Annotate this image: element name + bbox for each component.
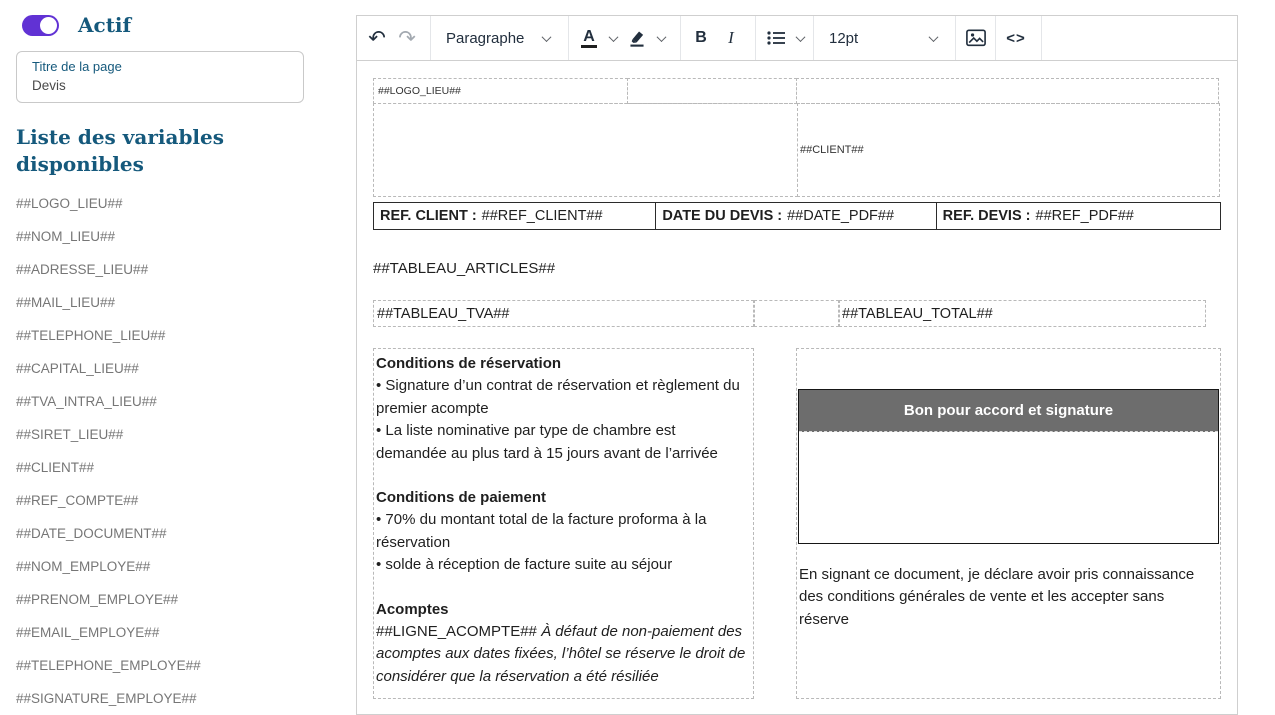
payment-item: • 70% du montant total de la facture proforma à la réservation [376, 511, 707, 551]
image-icon [966, 29, 986, 47]
date-devis-cell [656, 203, 936, 229]
ref-client-value: ##REF_CLIENT## [481, 208, 603, 224]
acomptes-title: Acomptes [376, 600, 449, 618]
chevron-down-icon [795, 32, 805, 42]
header-row-main [373, 103, 1221, 197]
variable-item: ##LOGO_LIEU## [16, 196, 123, 211]
variables-heading: Liste des variables disponibles [16, 125, 225, 176]
reservation-title: Conditions de réservation [376, 355, 562, 372]
variable-item: ##CAPITAL_LIEU## [16, 361, 139, 376]
tva-placeholder: ##TABLEAU_TVA## [377, 305, 510, 322]
text-color-icon: A [581, 28, 597, 48]
page-title-label: Titre de la page [32, 59, 122, 74]
ref-client-label: REF. CLIENT : [380, 208, 477, 224]
editor-content[interactable] [373, 78, 1221, 699]
header-empty-cell [796, 78, 1219, 104]
text-color-menu-button[interactable] [605, 23, 621, 53]
client-placeholder: ##CLIENT## [800, 144, 864, 156]
reservation-item: • La liste nominative par type de chambre est demandée au plus tard à 15 jours avant de l’arrivée [376, 422, 718, 462]
variable-item: ##TELEPHONE_LIEU## [16, 328, 166, 343]
variable-item: ##TELEPHONE_EMPLOYE## [16, 658, 201, 673]
paragraph-dropdown-value: Paragraphe [446, 29, 525, 47]
chevron-down-icon [656, 32, 666, 42]
variable-item: ##CLIENT## [16, 460, 95, 475]
chevron-down-icon [542, 32, 552, 42]
list-menu-button[interactable] [792, 23, 808, 53]
signature-note: En signant ce document, je déclare avoir pris connaissance des conditions générales de vente et les accepter sans réserve [799, 566, 1195, 628]
blank-line [376, 465, 747, 487]
acomptes-variable: ##LIGNE_ACOMPTE## [376, 623, 542, 641]
variable-item: ##EMAIL_EMPLOYE## [16, 625, 160, 640]
toggle-knob [40, 17, 57, 34]
redo-icon: ↷ [398, 26, 416, 50]
signature-box-header: Bon pour accord et signature [799, 390, 1218, 432]
insert-image-button[interactable] [962, 23, 990, 53]
paragraph-dropdown[interactable] [437, 23, 559, 53]
totals-row [373, 300, 1221, 327]
color-group [569, 16, 681, 60]
date-devis-label: DATE DU DEVIS : [662, 208, 783, 224]
variable-item: ##NOM_EMPLOYE## [16, 559, 151, 574]
sidebar [16, 12, 308, 715]
variable-item: ##DATE_DOCUMENT## [16, 526, 167, 541]
variable-item: ##SIRET_LIEU## [16, 427, 124, 442]
variable-item: ##MAIL_LIEU## [16, 295, 116, 310]
address-cell [373, 103, 798, 197]
tva-cell [373, 300, 754, 327]
fontsize-group [814, 16, 956, 60]
variables-list [16, 187, 308, 715]
total-cell [839, 300, 1206, 327]
client-cell [797, 103, 1220, 197]
signature-cell [796, 348, 1221, 699]
chevron-down-icon [608, 32, 618, 42]
highlighter-icon [628, 29, 646, 47]
highlight-color-button[interactable] [623, 23, 651, 53]
italic-button[interactable] [717, 23, 745, 53]
variable-item: ##NOM_LIEU## [16, 229, 116, 244]
variable-item: ##REF_COMPTE## [16, 493, 139, 508]
signature-box [798, 389, 1219, 544]
source-code-button[interactable] [1002, 23, 1030, 53]
toolbar-spacer [1042, 16, 1237, 60]
articles-placeholder: ##TABLEAU_ARTICLES## [373, 260, 556, 277]
fontsize-dropdown[interactable] [820, 23, 946, 53]
list-group [756, 16, 814, 60]
code-group [996, 16, 1042, 60]
fontsize-dropdown-value: 12pt [829, 29, 859, 47]
ref-client-cell [374, 203, 656, 229]
image-group [956, 16, 996, 60]
bottom-section [373, 348, 1221, 699]
bullet-list-button[interactable] [762, 23, 790, 53]
acomptes-note: À défaut de non-paiement des acomptes aux dates fixées, l’hôtel se réserve le droit de considérer que la réservation a été résiliée [376, 623, 746, 685]
highlight-color-menu-button[interactable] [653, 23, 669, 53]
header-row-top [373, 78, 1221, 104]
page-title-field[interactable] [16, 51, 304, 103]
undo-icon: ↶ [368, 26, 386, 50]
chevron-down-icon [929, 32, 939, 42]
editor-toolbar [357, 16, 1237, 61]
variable-item: ##PRENOM_EMPLOYE## [16, 592, 179, 607]
column-gap [754, 348, 796, 699]
text-color-button[interactable] [575, 23, 603, 53]
header-empty-cell [627, 78, 797, 104]
block-format-group [431, 16, 569, 60]
reference-row [373, 202, 1221, 230]
active-toggle[interactable] [22, 15, 59, 36]
undo-button[interactable] [363, 23, 391, 53]
code-icon: <> [1006, 29, 1026, 47]
bullet-list-icon [767, 30, 786, 46]
variable-item: ##ADRESSE_LIEU## [16, 262, 149, 277]
date-devis-value: ##DATE_PDF## [787, 208, 895, 224]
ref-devis-cell [937, 203, 1220, 229]
redo-button[interactable] [393, 23, 421, 53]
active-label: Actif [78, 13, 132, 37]
blank-line [376, 577, 747, 599]
page-title-value[interactable]: Devis [32, 78, 66, 93]
ref-devis-label: REF. DEVIS : [942, 208, 1031, 224]
logo-cell [373, 78, 628, 104]
bold-icon: B [695, 29, 707, 46]
bold-button[interactable] [687, 23, 715, 53]
history-group [357, 16, 431, 60]
conditions-cell [373, 348, 754, 699]
payment-item: • solde à réception de facture suite au séjour [376, 556, 673, 574]
active-toggle-row [22, 12, 308, 38]
style-group [681, 16, 756, 60]
italic-icon: I [728, 28, 734, 47]
ref-devis-value: ##REF_PDF## [1035, 208, 1134, 224]
signature-box-area [799, 432, 1218, 543]
acomptes-paragraph [376, 621, 747, 688]
reservation-item: • Signature d’un contrat de réservation et règlement du premier acompte [376, 377, 740, 417]
editor-panel [356, 15, 1238, 715]
variable-item: ##TVA_INTRA_LIEU## [16, 394, 157, 409]
total-placeholder: ##TABLEAU_TOTAL## [842, 305, 993, 322]
payment-title: Conditions de paiement [376, 489, 547, 507]
variable-item: ##SIGNATURE_EMPLOYE## [16, 691, 197, 706]
logo-placeholder: ##LOGO_LIEU## [378, 85, 461, 97]
totals-empty-cell [754, 300, 839, 327]
